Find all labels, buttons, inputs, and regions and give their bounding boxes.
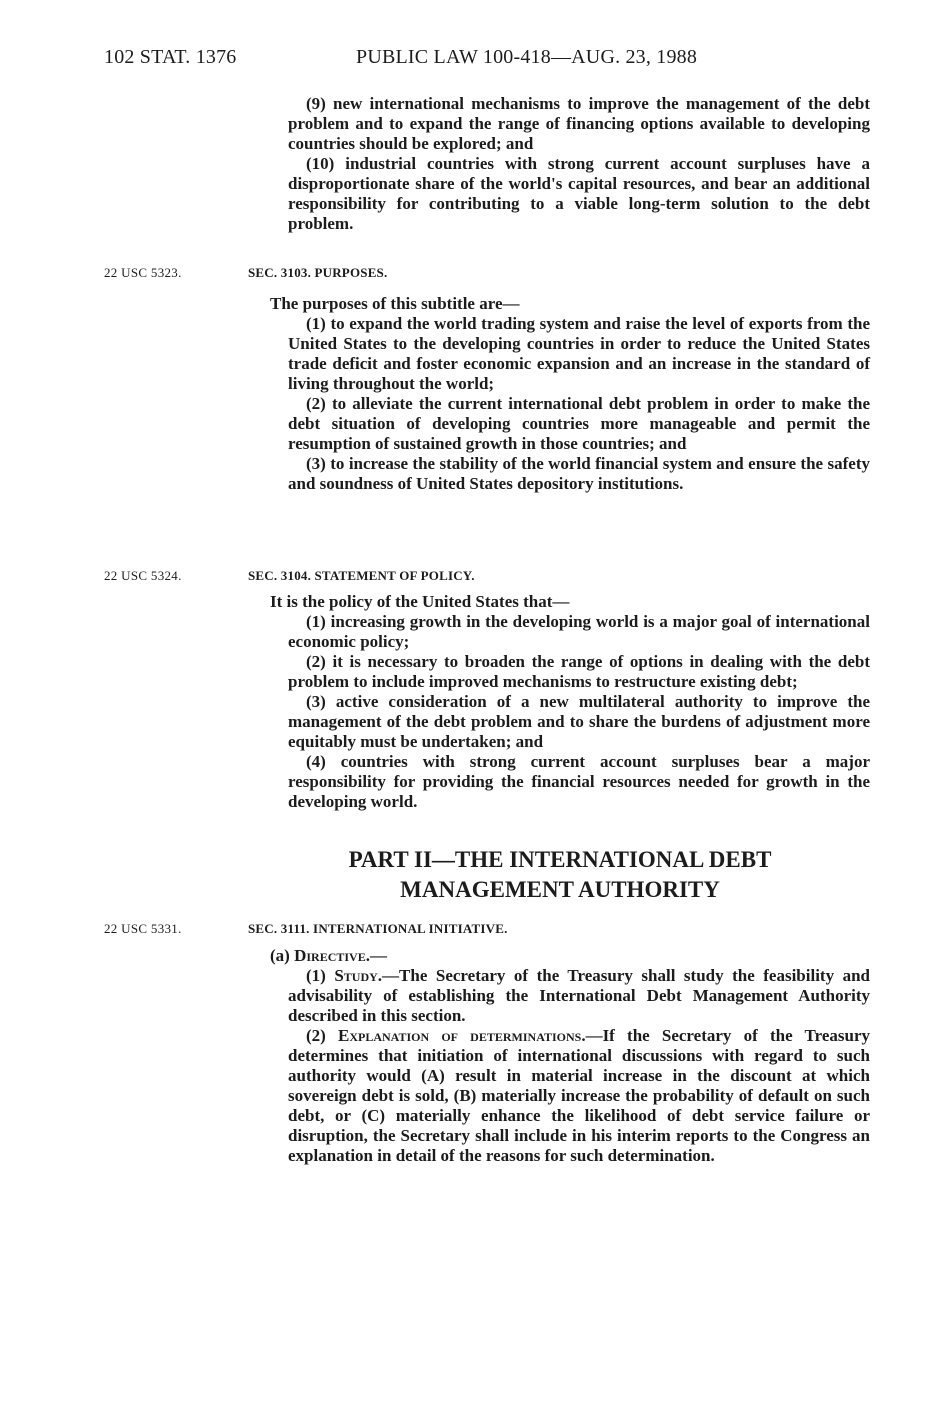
subsection-a-heading — [270, 946, 870, 966]
public-law-title: PUBLIC LAW 100-418—AUG. 23, 1988 — [356, 46, 698, 68]
page-header — [104, 46, 884, 76]
purposes-block — [270, 294, 870, 494]
paragraph-explanation — [288, 1026, 870, 1166]
policy-block — [270, 592, 870, 812]
purpose-item: (1) to expand the world trading system and raise the level of exports from the United States to the developing countries in order to reduce the United States trade deficit and foster economic expansion and an increase in the standard of living throughout the world; — [288, 314, 870, 393]
margin-note-5323: 22 USC 5323. — [104, 265, 182, 280]
margin-note-5324: 22 USC 5324. — [104, 568, 182, 583]
subsection-a-dash: .— — [365, 946, 387, 965]
subsection-a-title: Directive — [294, 946, 366, 965]
part-title-line-2: MANAGEMENT AUTHORITY — [400, 877, 720, 902]
policy-item: (4) countries with strong current account surpluses bear a major responsibility for providing the financial resources needed for growth in the developing world. — [288, 752, 870, 811]
paragraph-explanation-number: (2) — [306, 1026, 339, 1045]
paragraph-study — [288, 966, 870, 1026]
section-heading-3103: SEC. 3103. PURPOSES. — [248, 265, 388, 280]
stat-page-number: 102 STAT. 1376 — [104, 46, 237, 68]
paragraph-explanation-text: .—If the Secretary of the Treasury determines that initiation of international discussions with regard to such authority would (A) result in material increase in the discount at which sovereign debt is sold, (B) materially increase the probability of default on such debt, or (C) materially enhance the likelihood of debt service failure or disruption, the Secretary shall include in his interim reports to the Congress an explanation in detail of the reasons for such determination. — [288, 1026, 870, 1165]
section-heading-3111: SEC. 3111. INTERNATIONAL INITIATIVE. — [248, 921, 508, 936]
purposes-intro: The purposes of this subtitle are— — [270, 294, 520, 313]
policy-item: (2) it is necessary to broaden the range of options in dealing with the debt problem to include improved mechanisms to restructure existing debt; — [288, 652, 870, 691]
finding-item-10: (10) industrial countries with strong current account surpluses have a disproportionate share of the world's capital resources, and bear an additional responsibility for contributing to a viable long-term solution to the debt problem. — [288, 154, 870, 233]
subsection-a-label: (a) — [270, 946, 295, 965]
margin-note-5331: 22 USC 5331. — [104, 921, 182, 936]
purpose-item: (3) to increase the stability of the world financial system and ensure the safety and soundness of United States depository institutions. — [288, 454, 870, 493]
section-heading-3104: SEC. 3104. STATEMENT OF POLICY. — [248, 568, 475, 583]
part-title — [250, 845, 870, 905]
policy-item: (3) active consideration of a new multilateral authority to improve the management of the debt problem and to share the burdens of adjustment more equitably must be undertaken; and — [288, 692, 870, 751]
paragraph-study-number: (1) — [306, 966, 335, 985]
policy-item: (1) increasing growth in the developing world is a major goal of international economic policy; — [288, 612, 870, 651]
paragraph-explanation-title: Explanation of determinations — [338, 1026, 582, 1045]
initiative-block — [270, 946, 870, 1166]
finding-item-9: (9) new international mechanisms to improve the management of the debt problem and to expand the range of financing options available to developing countries should be explored; and — [288, 94, 870, 153]
purpose-item: (2) to alleviate the current international debt problem in order to make the debt situation of developing countries more manageable and permit the resumption of sustained growth in those countries; and — [288, 394, 870, 453]
paragraph-study-text: .—The Secretary of the Treasury shall study the feasibility and advisability of establishing the International Debt Management Authority described in this section. — [288, 966, 870, 1025]
policy-intro: It is the policy of the United States that— — [270, 592, 570, 611]
continuation-block — [288, 94, 870, 234]
paragraph-study-title: Study — [334, 966, 378, 985]
part-title-line-1: PART II—THE INTERNATIONAL DEBT — [348, 847, 772, 872]
